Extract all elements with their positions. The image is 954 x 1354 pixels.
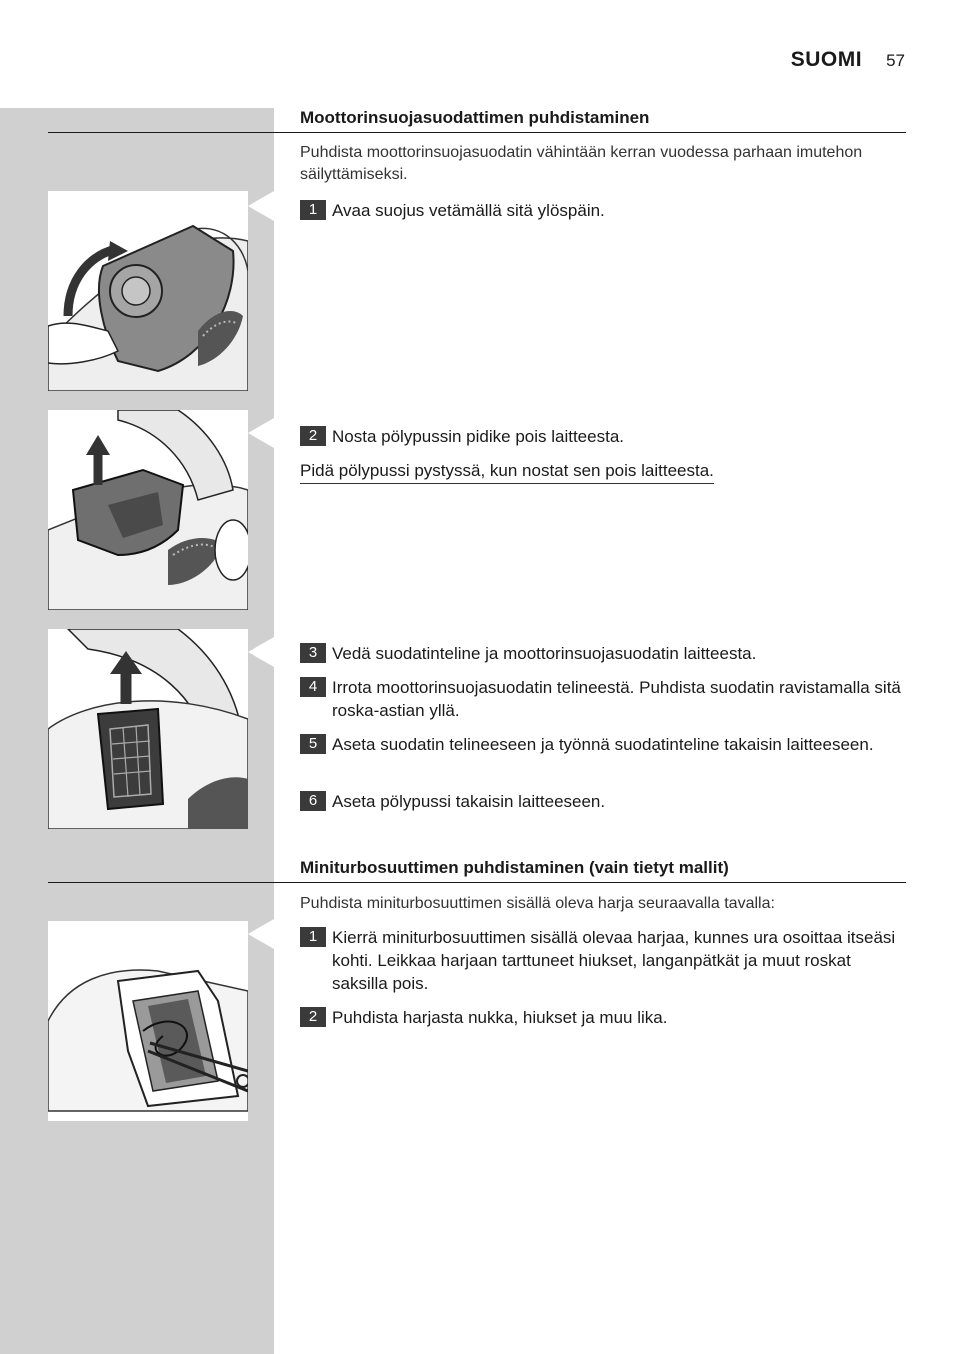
section-intro-motor-filter: Puhdista moottorinsuojasuodatin vähintään kerran vuodessa parhaan imutehon säilyttämiseksi. bbox=[300, 144, 863, 183]
step-reinsert-filter bbox=[300, 733, 905, 756]
illustration-pointer bbox=[248, 418, 274, 448]
step-text: Puhdista harjasta nukka, hiukset ja muu lika. bbox=[332, 1008, 668, 1027]
illustration-pointer bbox=[248, 637, 274, 667]
step-number: 5 bbox=[300, 734, 326, 754]
step-remove-bag-holder bbox=[300, 425, 905, 448]
section-title-mini-turbo: Miniturbosuuttimen puhdistaminen (vain tietyt mallit) bbox=[300, 858, 729, 877]
page-header bbox=[791, 48, 905, 72]
step-text: Nosta pölypussin pidike pois laitteesta. bbox=[332, 427, 624, 446]
step-text: Avaa suojus vetämällä sitä ylöspäin. bbox=[332, 201, 605, 220]
section-divider bbox=[48, 132, 906, 133]
illustration-remove-bag-holder bbox=[48, 410, 248, 610]
note-keep-bag-upright: Pidä pölypussi pystyssä, kun nostat sen pois laitteesta. bbox=[300, 459, 714, 484]
step-text: Aseta pölypussi takaisin laitteeseen. bbox=[332, 792, 606, 811]
illustration-pointer bbox=[248, 191, 274, 221]
step-pull-out-filter bbox=[300, 642, 905, 665]
illustration-open-cover bbox=[48, 191, 248, 391]
language-label: SUOMI bbox=[790, 48, 863, 71]
step-text: Aseta suodatin telineeseen ja työnnä suodatinteline takaisin laitteeseen. bbox=[332, 735, 874, 754]
section-intro-mini-turbo: Puhdista miniturbosuuttimen sisällä oleva harja seuraavalla tavalla: bbox=[300, 895, 775, 912]
step-clean-brush bbox=[300, 1006, 905, 1029]
step-number: 2 bbox=[300, 426, 326, 446]
step-number: 2 bbox=[300, 1007, 326, 1027]
step-open-cover bbox=[300, 199, 905, 222]
step-number: 6 bbox=[300, 791, 326, 811]
step-replace-bag bbox=[300, 790, 905, 813]
illustration-pointer bbox=[248, 919, 274, 949]
step-number: 1 bbox=[300, 927, 326, 947]
illustration-turbo-brush bbox=[48, 921, 248, 1121]
step-number: 3 bbox=[300, 643, 326, 663]
illustration-pull-out-filter bbox=[48, 629, 248, 829]
step-text: Vedä suodatinteline ja moottorinsuojasuodatin laitteesta. bbox=[332, 644, 757, 663]
page-number: 57 bbox=[886, 51, 905, 70]
step-number: 4 bbox=[300, 677, 326, 697]
step-text: Kierrä miniturbosuuttimen sisällä olevaa harjaa, kunnes ura osoittaa itseäsi kohti. Leikkaa harjaan tarttuneet hiukset, langanpätkät ja muut roskat saksilla pois. bbox=[332, 928, 896, 993]
step-clean-filter bbox=[300, 676, 905, 722]
step-number: 1 bbox=[300, 200, 326, 220]
step-text: Irrota moottorinsuojasuodatin telineestä. Puhdista suodatin ravistamalla sitä roska-astian yllä. bbox=[332, 678, 901, 720]
step-rotate-brush bbox=[300, 926, 905, 995]
section-title-motor-filter: Moottorinsuojasuodattimen puhdistaminen bbox=[300, 108, 650, 127]
section-divider bbox=[48, 882, 906, 883]
